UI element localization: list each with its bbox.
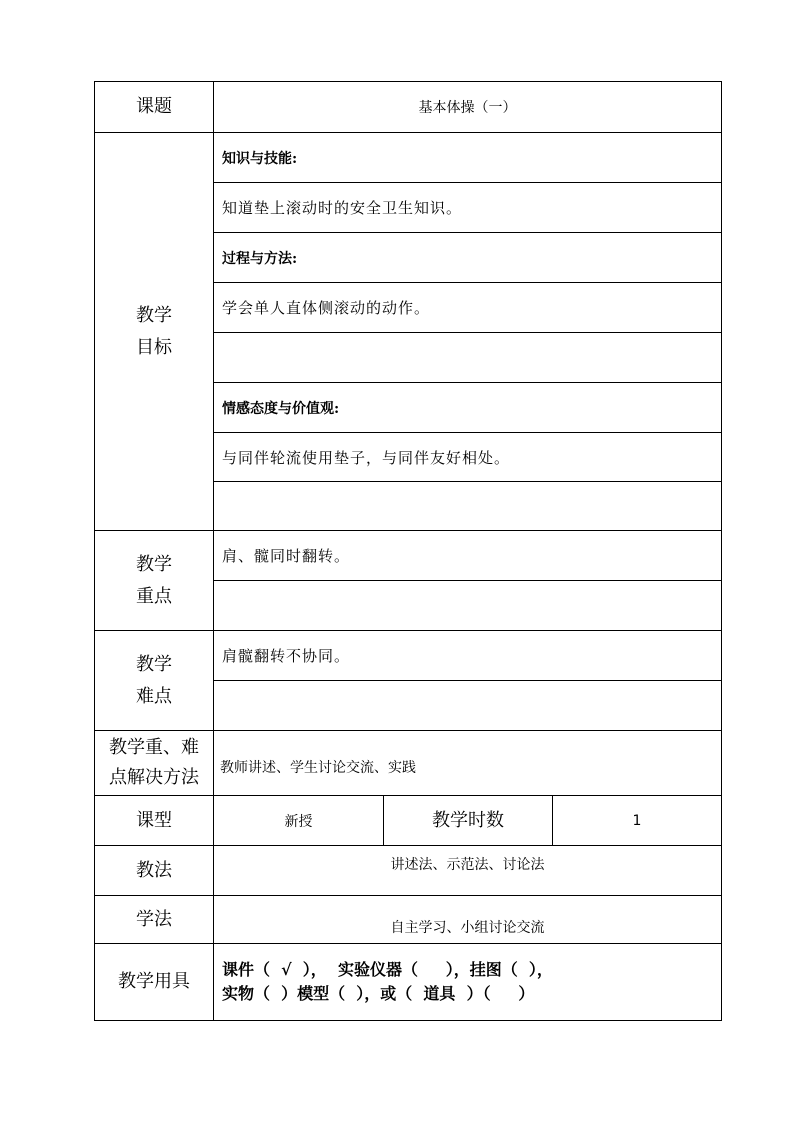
- emotion-text: 与同伴轮流使用垫子，与同伴友好相处。: [213, 432, 722, 482]
- emotion-heading: 情感态度与价值观:: [213, 382, 722, 433]
- teaching-hours-label: 教学时数: [383, 795, 553, 846]
- process-heading: 过程与方法:: [213, 232, 722, 283]
- knowledge-text: 知道垫上滚动时的安全卫生知识。: [213, 182, 722, 233]
- process-text: 学会单人直体侧滚动的动作。: [213, 282, 722, 333]
- learning-method-value: 自主学习、小组讨论交流: [213, 895, 722, 944]
- tools-label: 教学用具: [94, 943, 214, 1021]
- key-points-text: 肩、髋同时翻转。: [213, 530, 722, 581]
- lesson-type-value: 新授: [213, 795, 384, 846]
- teaching-method-label: 教法: [94, 845, 214, 896]
- knowledge-heading: 知识与技能:: [213, 132, 722, 183]
- objectives-label: 教学 目标: [94, 132, 214, 531]
- tools-line-1: 课件（ √ ）， 实验仪器（ ），挂图（ ），: [222, 960, 553, 979]
- topic-value: 基本体操（一）: [213, 81, 722, 133]
- teaching-method-value: 讲述法、示范法、讨论法: [213, 845, 722, 896]
- lesson-type-label: 课型: [94, 795, 214, 846]
- difficulties-empty: [213, 680, 722, 731]
- tools-text: [213, 943, 722, 1021]
- topic-label: 课题: [94, 81, 214, 133]
- teaching-hours-value: 1: [552, 795, 722, 846]
- difficulties-text: 肩髋翻转不协同。: [213, 630, 722, 681]
- key-points-label: 教学 重点: [94, 530, 214, 631]
- tools-line-2: 实物（ ）模型（ ），或（ 道具 ）（ ）: [222, 984, 535, 1003]
- learning-method-label: 学法: [94, 895, 214, 944]
- solution-label: 教学重、难 点解决方法: [94, 730, 214, 796]
- key-points-empty: [213, 580, 722, 631]
- difficulties-label: 教学 难点: [94, 630, 214, 731]
- objectives-empty-2: [213, 481, 722, 531]
- solution-text: 教师讲述、学生讨论交流、实践: [213, 730, 722, 796]
- objectives-empty-1: [213, 332, 722, 383]
